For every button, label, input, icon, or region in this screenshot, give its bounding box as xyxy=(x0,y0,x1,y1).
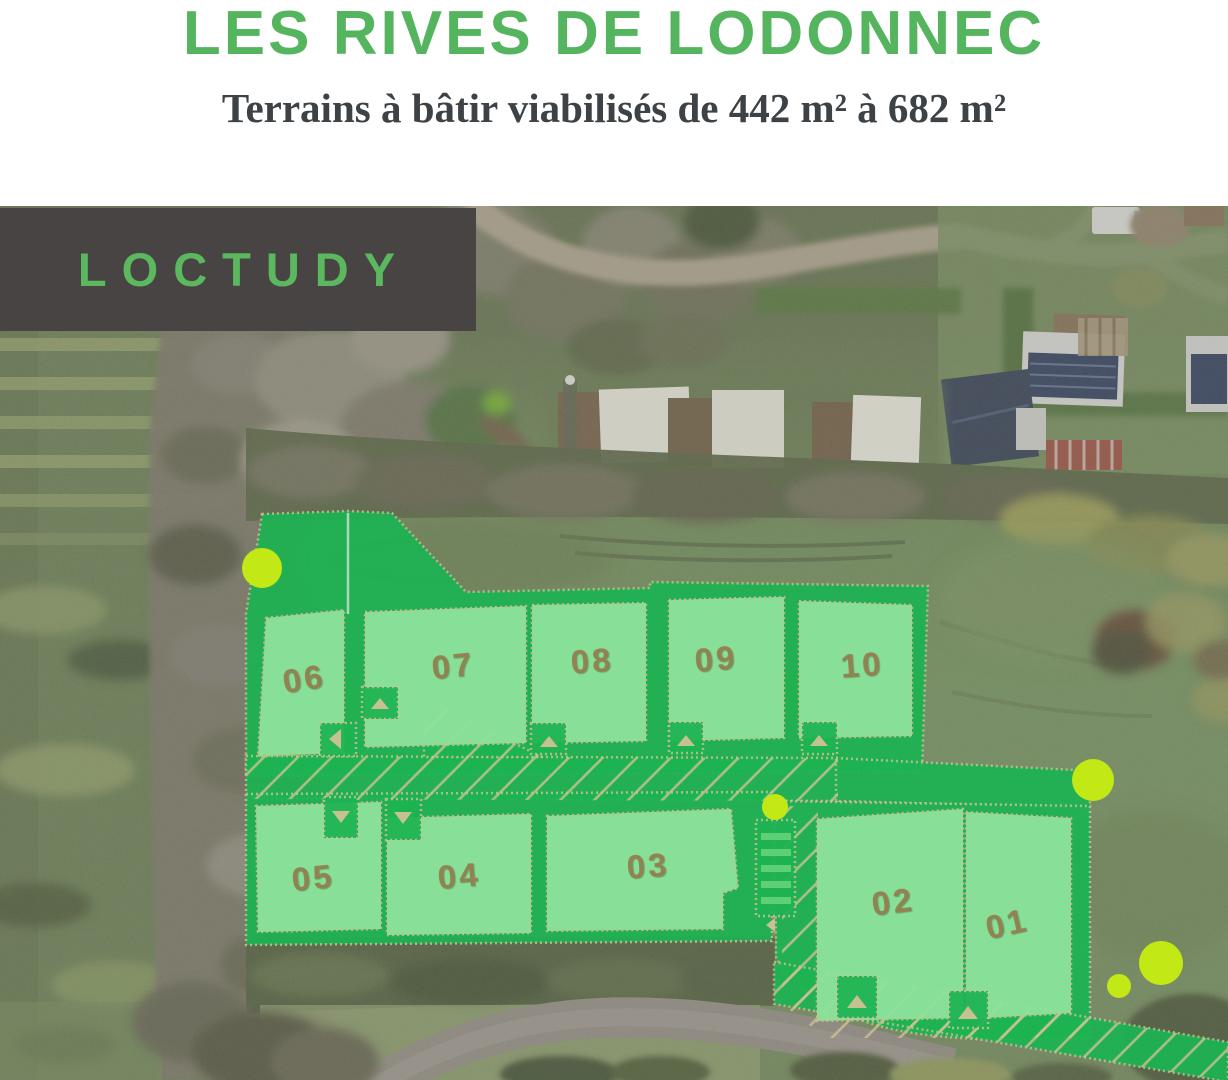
page-title: LES RIVES DE LODONNEC xyxy=(182,0,1046,68)
plot-number-label-08: 08 xyxy=(569,640,615,681)
plot-number-label-05: 05 xyxy=(289,856,337,899)
plot-number-label-02: 02 xyxy=(869,880,917,923)
yellow-marker-dot xyxy=(762,794,788,820)
page-subtitle: Terrains à bâtir viabilisés de 442 m² à 682 m² xyxy=(221,85,1007,131)
pedestrian-crossing xyxy=(756,820,795,916)
yellow-marker-dot xyxy=(242,548,282,588)
plot-number-label-01: 01 xyxy=(981,900,1032,947)
plot-number-label-09: 09 xyxy=(693,638,739,679)
yellow-marker-dot xyxy=(1139,941,1183,985)
location-banner-label: LOCTUDY xyxy=(77,243,411,296)
plot-number-label-06: 06 xyxy=(279,656,328,701)
plot-number-label-10: 10 xyxy=(839,644,885,685)
location-banner xyxy=(0,208,476,331)
plot-number-label-03: 03 xyxy=(625,845,671,886)
plot-number-label-04: 04 xyxy=(436,855,482,896)
yellow-marker-dot xyxy=(1107,974,1131,998)
yellow-marker-dot xyxy=(1072,759,1114,801)
road-hatching xyxy=(246,756,838,801)
plot-number-label-07: 07 xyxy=(429,644,477,687)
